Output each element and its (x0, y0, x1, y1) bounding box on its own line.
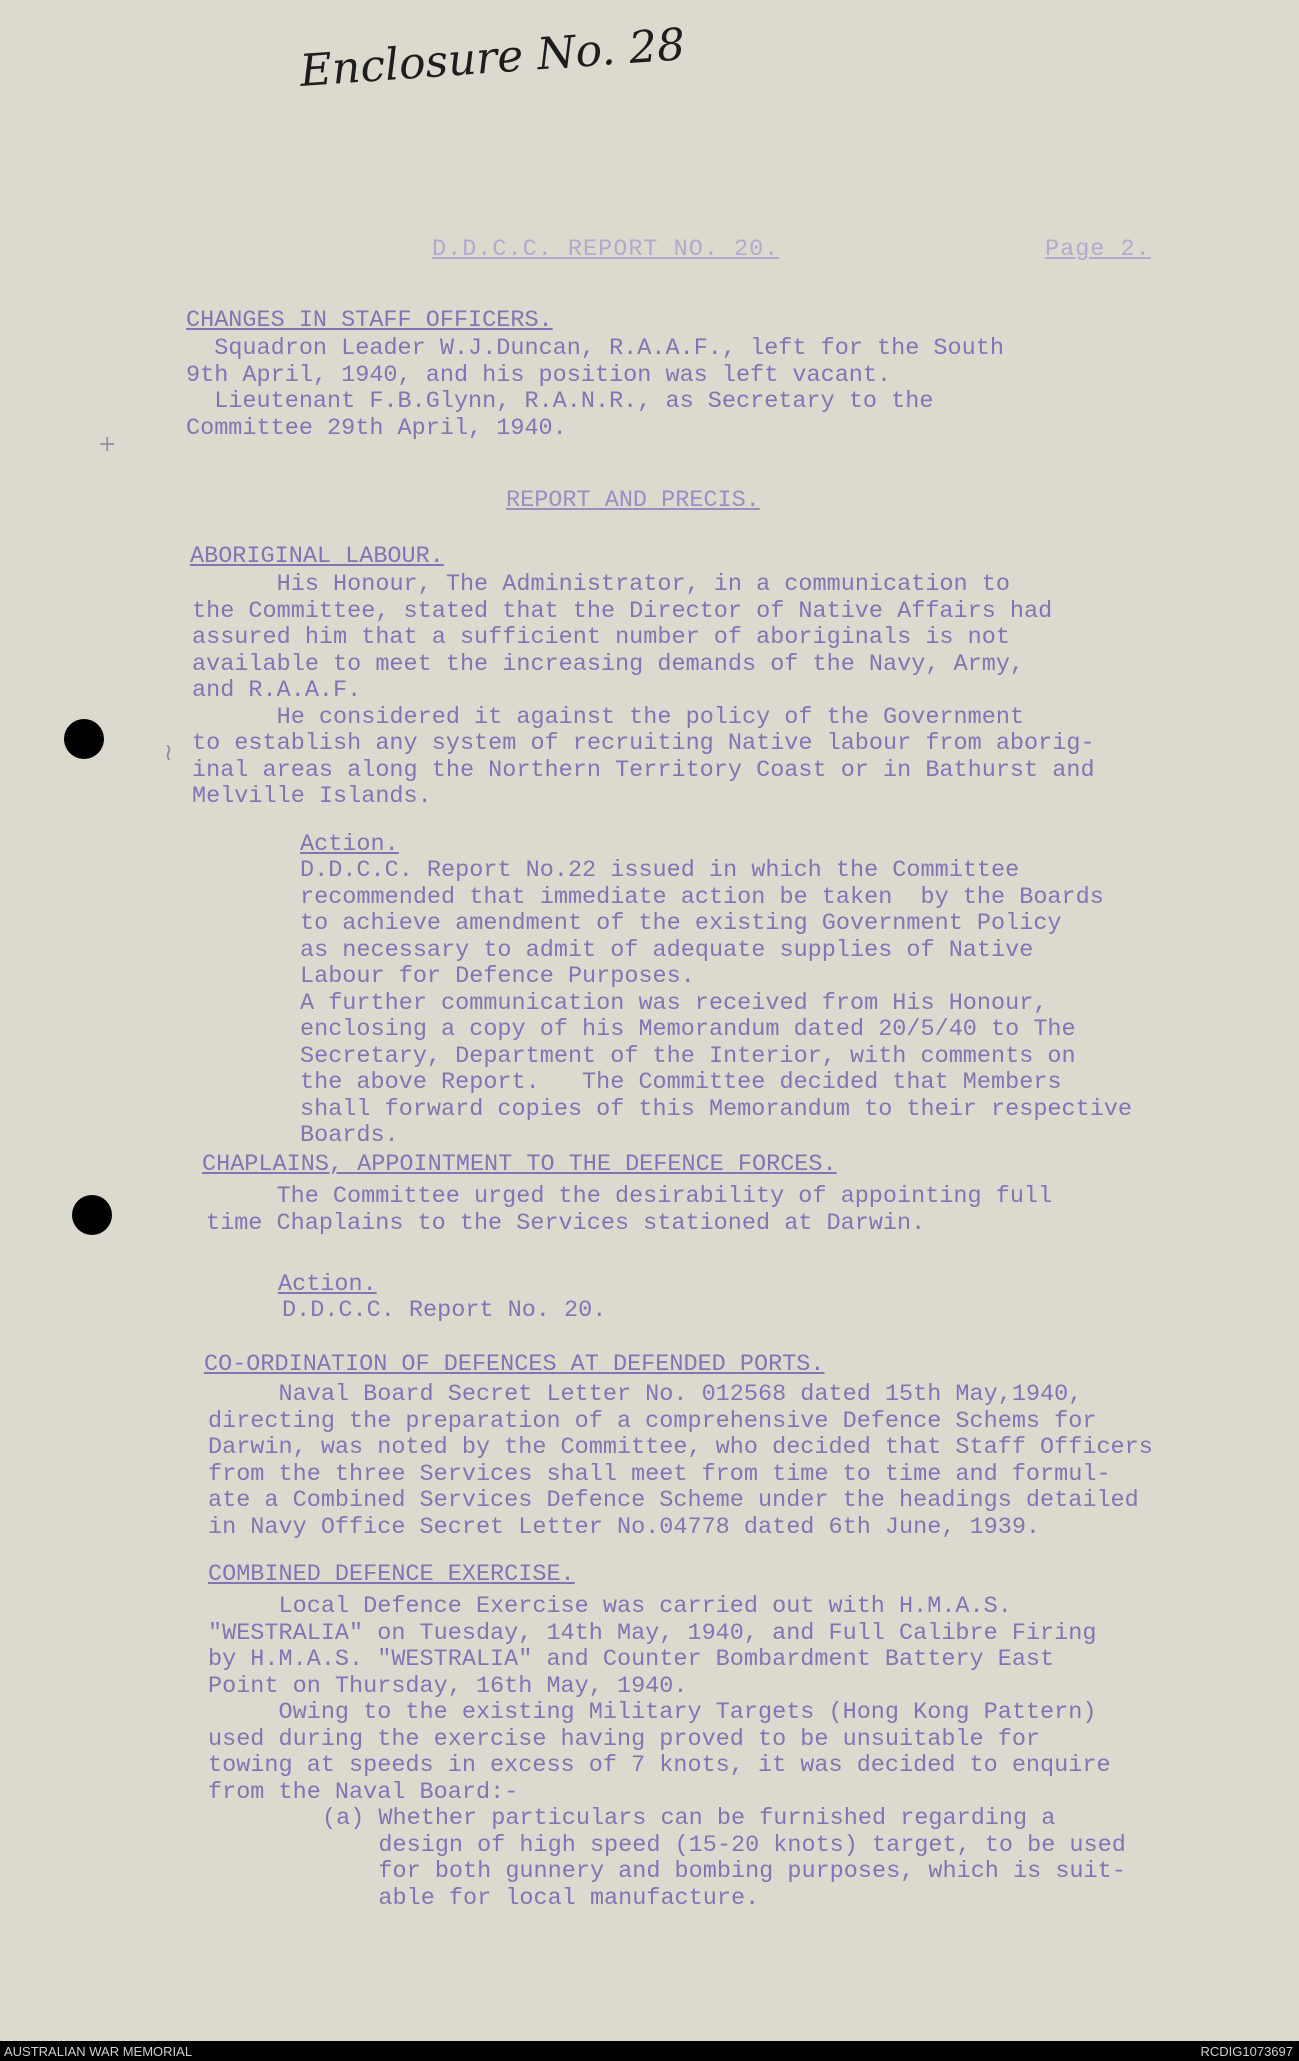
text-line: as necessary to admit of adequate supplies of Native (300, 936, 1034, 964)
labour-action-paragraph (300, 858, 1132, 1150)
text-line: and R.A.A.F. (192, 677, 362, 705)
text-line: Naval Board Secret Letter No. 012568 dated 15th May,1940, (278, 1381, 1083, 1408)
text-line: the Committee, stated that the Director of Native Affairs had (192, 597, 1053, 625)
text-line: Lieutenant F.B.Glynn, R.A.N.R., as Secretary to the (214, 388, 934, 416)
text-line: from the three Services shall meet from time to time and formul- (208, 1460, 1111, 1488)
text-line: assured him that a sufficient number of aboriginals is not (192, 624, 1010, 652)
text-line: directing the preparation of a comprehensive Defence Schems for (208, 1407, 1097, 1435)
text-line: Secretary, Department of the Interior, with comments on (300, 1042, 1076, 1070)
text-line: enclosing a copy of his Memorandum dated 20/5/40 to The (300, 1016, 1076, 1044)
heading-coordination: CO-ORDINATION OF DEFENCES AT DEFENDED PORTS. (204, 1351, 825, 1378)
text-line: design of high speed (15-20 knots) target, to be used (322, 1831, 1126, 1859)
text-line (186, 388, 214, 415)
text-line: The Committee urged the desirability of appointing full (276, 1183, 1053, 1210)
text-line: Owing to the existing Military Targets (Hong Kong Pattern) (278, 1699, 1097, 1727)
text-line: available to meet the increasing demands of the Navy, Army, (192, 650, 1025, 678)
action-label: Action. (278, 1271, 377, 1298)
staff-paragraph (186, 336, 1004, 442)
chaplains-action-line: D.D.C.C. Report No. 20. (282, 1297, 607, 1324)
text-line: shall forward copies of this Memorandum to their respective (300, 1095, 1133, 1123)
text-line: recommended that immediate action be taken by the Boards (300, 883, 1104, 911)
action-label: Action. (300, 831, 399, 858)
punch-hole-top (64, 719, 104, 759)
heading-staff-changes: CHANGES IN STAFF OFFICERS. (186, 307, 553, 334)
text-line: time Chaplains to the Services stationed at Darwin. (206, 1209, 926, 1237)
text-line: for both gunnery and bombing purposes, which is suit- (322, 1858, 1126, 1886)
exercise-paragraph (208, 1594, 1111, 1806)
text-line: "WESTRALIA" on Tuesday, 14th May, 1940, and Full Calibre Firing (208, 1619, 1097, 1647)
page-number: Page 2. (1045, 236, 1151, 263)
margin-mark-icon: + (98, 432, 117, 457)
heading-combined-exercise: COMBINED DEFENCE EXERCISE. (208, 1561, 575, 1588)
text-line: able for local manufacture. (322, 1884, 760, 1912)
text-line: to achieve amendment of the existing Government Policy (300, 910, 1062, 938)
heading-report-precis: REPORT AND PRECIS. (506, 487, 760, 514)
text-line: in Navy Office Secret Letter No.04778 dated 6th June, 1939. (208, 1513, 1041, 1541)
text-line: A further communication was received from His Honour, (300, 989, 1048, 1017)
text-line: (a) Whether particulars can be furnished regarding a (322, 1805, 1056, 1832)
text-line: Committee 29th April, 1940. (186, 414, 567, 442)
text-line: from the Naval Board:- (208, 1778, 519, 1806)
text-line: by H.M.A.S. "WESTRALIA" and Counter Bombardment Battery East (208, 1646, 1055, 1674)
text-line: His Honour, The Administrator, in a communication to (276, 571, 1010, 598)
text-line: Labour for Defence Purposes. (300, 963, 695, 991)
text-line: Darwin, was noted by the Committee, who decided that Staff Officers (208, 1434, 1153, 1462)
heading-chaplains: CHAPLAINS, APPOINTMENT TO THE DEFENCE FORCES. (202, 1151, 837, 1178)
coordination-paragraph (208, 1382, 1153, 1541)
text-line: 9th April, 1940, and his position was left vacant. (186, 361, 892, 389)
text-line: Boards. (300, 1122, 399, 1150)
text-line: used during the exercise having proved to be unsuitable for (208, 1725, 1041, 1753)
text-line: ate a Combined Services Defence Scheme under the headings detailed (208, 1487, 1139, 1515)
text-line: inal areas along the Northern Territory Coast or in Bathurst and (192, 756, 1095, 784)
archive-footer (0, 2041, 1299, 2061)
text-line: to establish any system of recruiting Native labour from aborig- (192, 730, 1095, 758)
text-line: Squadron Leader W.J.Duncan, R.A.A.F., left for the South (214, 335, 1004, 362)
report-title: D.D.C.C. REPORT NO. 20. (432, 236, 780, 263)
text-line (186, 335, 214, 362)
text-line: Melville Islands. (192, 783, 432, 811)
text-line: D.D.C.C. Report No.22 issued in which the Committee (300, 857, 1020, 884)
text-line: the above Report. The Committee decided that Members (300, 1069, 1062, 1097)
archive-name: AUSTRALIAN WAR MEMORIAL (4, 2044, 193, 2059)
text-line: towing at speeds in excess of 7 knots, it was decided to enquire (208, 1752, 1111, 1780)
exercise-item-a (322, 1806, 1126, 1912)
margin-mark-icon: ≀ (164, 738, 173, 766)
chaplains-paragraph (206, 1184, 1052, 1237)
text-line: He considered it against the policy of the Government (276, 703, 1025, 731)
handwritten-enclosure-note: Enclosure No. 28 (298, 19, 687, 97)
record-id: RCDIG1073697 (1200, 2044, 1293, 2059)
labour-paragraph (192, 572, 1095, 811)
heading-aboriginal-labour: ABORIGINAL LABOUR. (190, 543, 444, 570)
text-line: Point on Thursday, 16th May, 1940. (208, 1672, 688, 1700)
punch-hole-bottom (72, 1195, 112, 1235)
text-line: Local Defence Exercise was carried out with H.M.A.S. (278, 1593, 1012, 1620)
